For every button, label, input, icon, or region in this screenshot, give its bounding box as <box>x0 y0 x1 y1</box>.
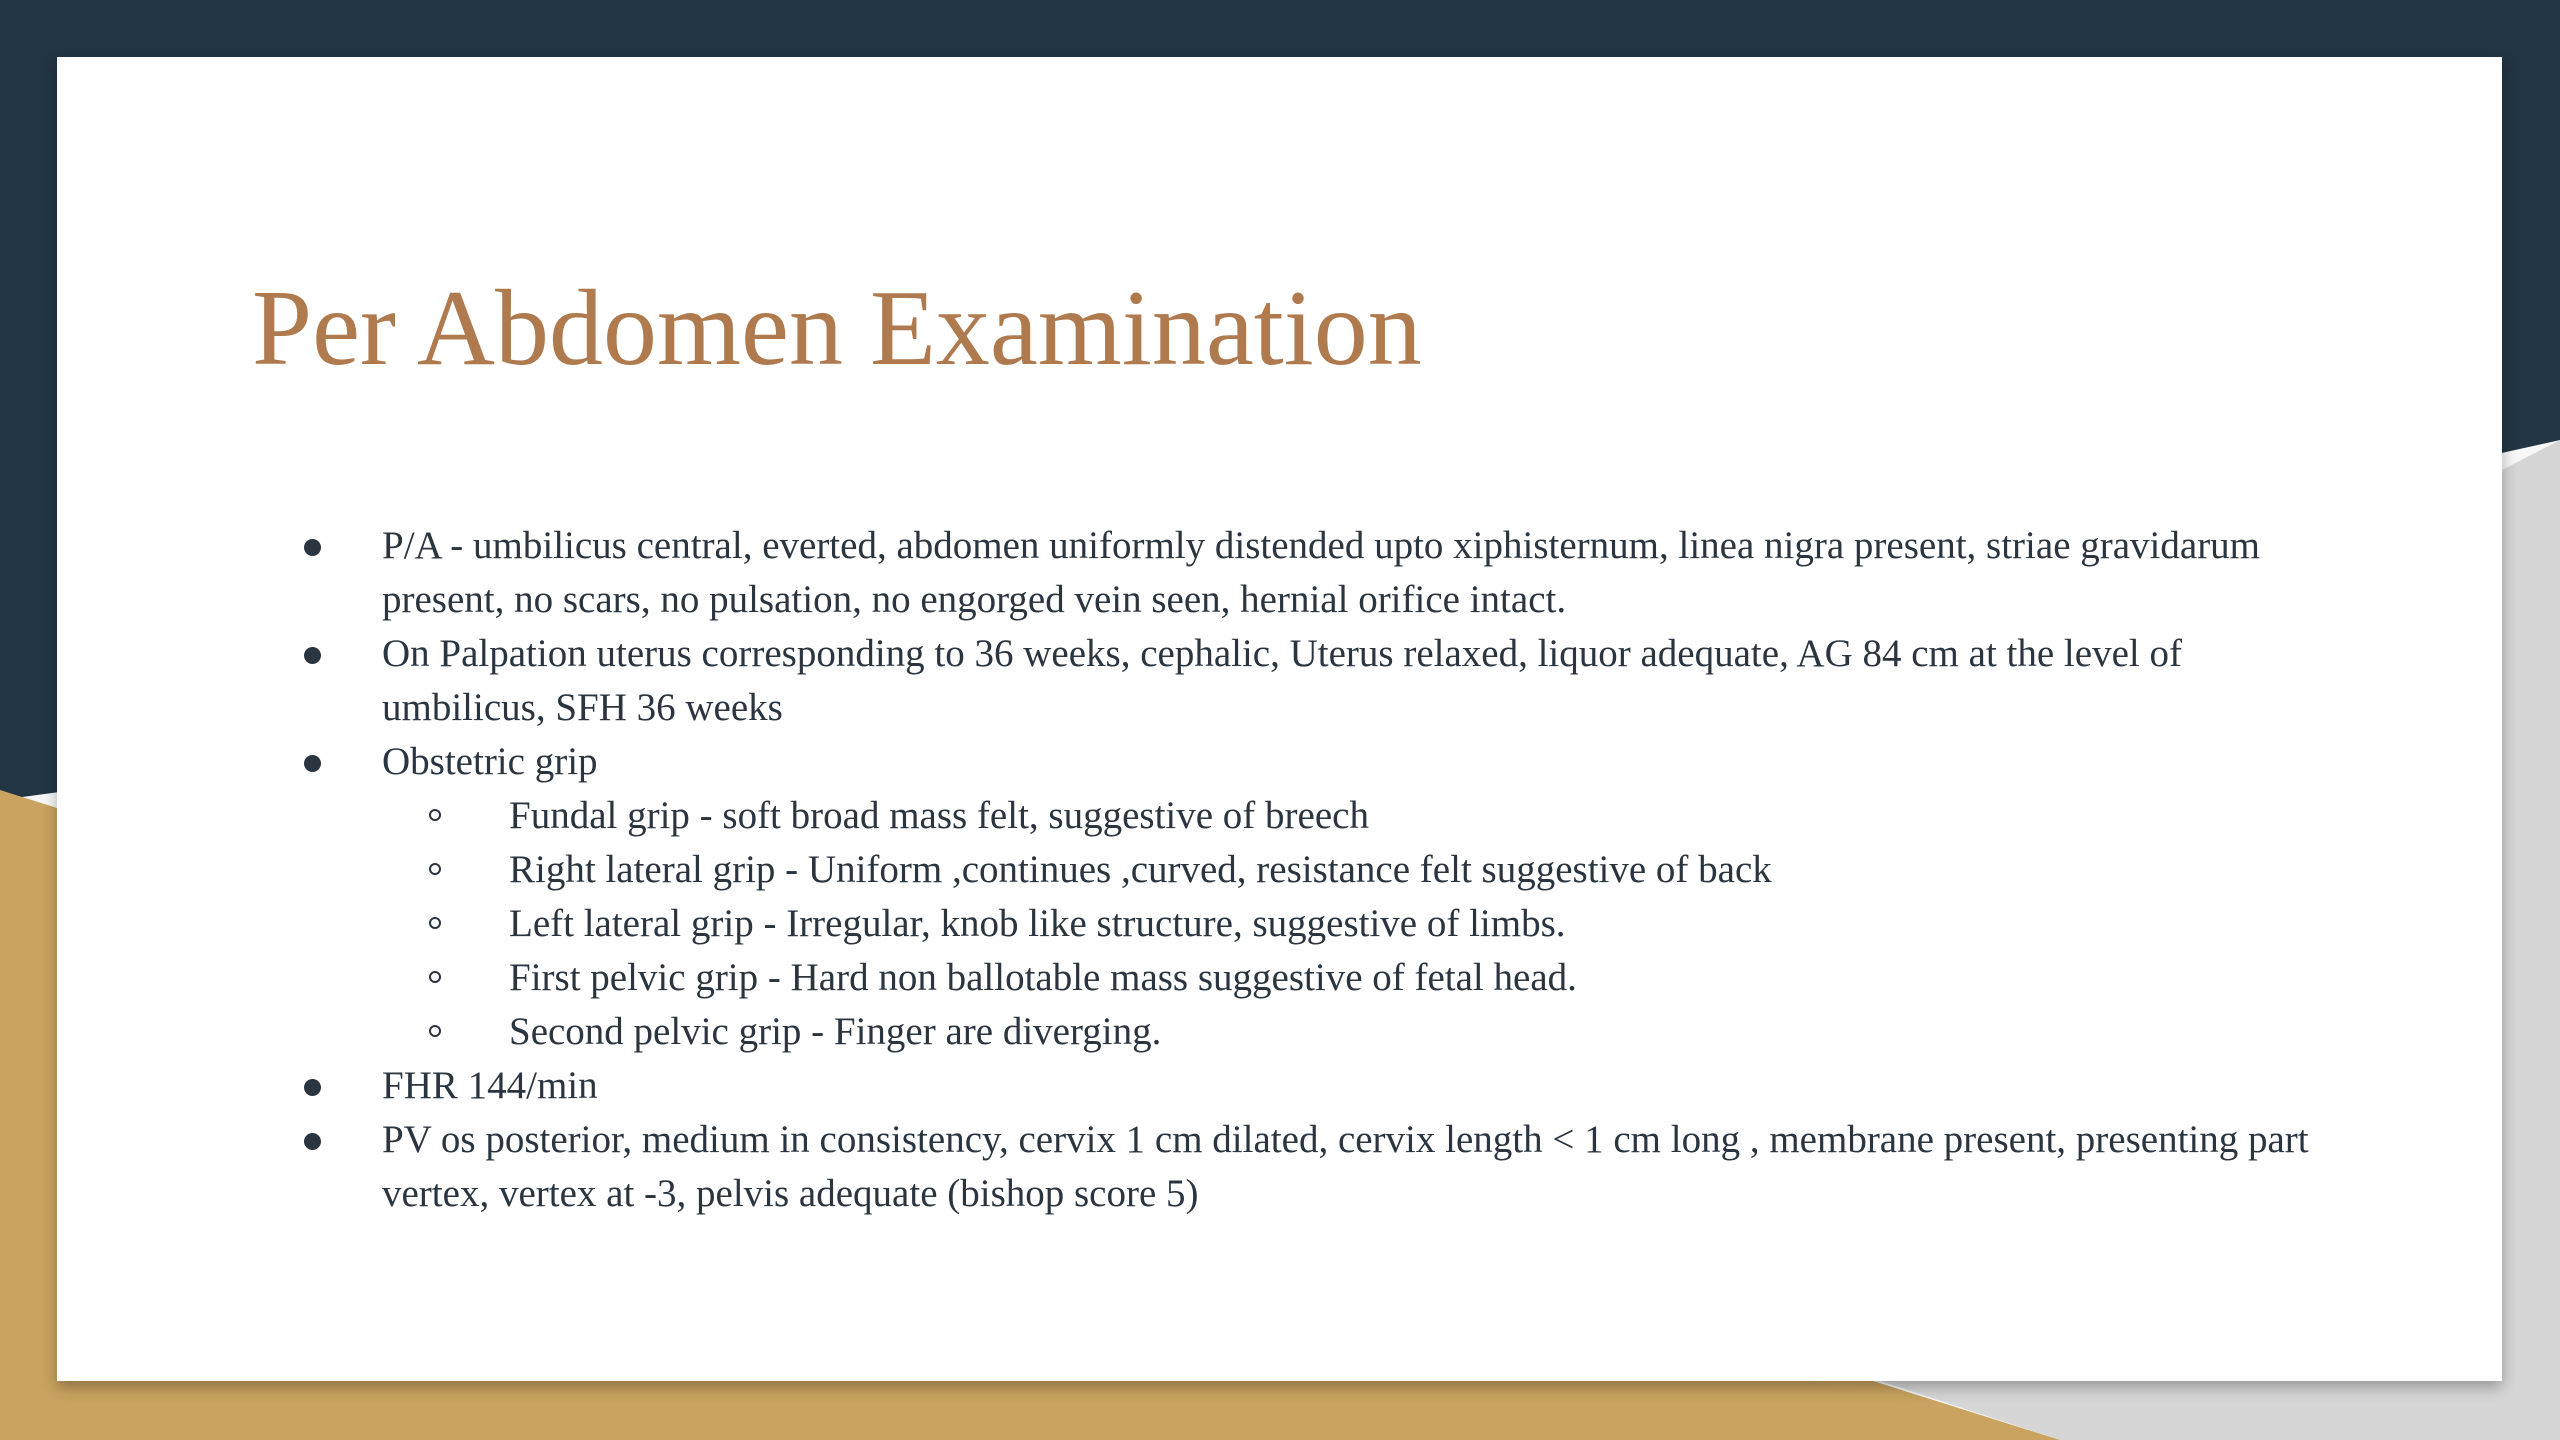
sub-bullet-icon <box>429 971 441 983</box>
grip-list <box>382 789 2332 1059</box>
grip-item-first-pelvic <box>382 951 2332 1005</box>
bullet-item-pv <box>252 1113 2332 1221</box>
grip-text: Right lateral grip - Uniform ,continues ,curved, resistance felt suggestive of back <box>509 848 1772 891</box>
bullet-icon <box>304 755 321 772</box>
sub-bullet-icon <box>429 863 441 875</box>
bullet-text: P/A - umbilicus central, everted, abdomen uniformly distended upto xiphisternum, linea nigra present, striae gravidarum present, no scars, no pulsation, no engorged vein seen, hernial orifice intact. <box>382 524 2261 621</box>
bullet-item-obstetric-grip <box>252 735 2332 789</box>
bullet-icon <box>304 1133 321 1150</box>
sub-bullet-icon <box>429 917 441 929</box>
bullet-text: FHR 144/min <box>382 1064 598 1107</box>
bullet-icon <box>304 647 321 664</box>
bullet-item-palpation <box>252 627 2332 735</box>
grip-item-left-lateral <box>382 897 2332 951</box>
bullet-text: On Palpation uterus corresponding to 36 weeks, cephalic, Uterus relaxed, liquor adequate, AG 84 cm at the level of umbilicus, SFH 36 weeks <box>382 632 2182 729</box>
bullet-text: PV os posterior, medium in consistency, cervix 1 cm dilated, cervix length < 1 cm long , membrane present, presenting part vertex, vertex at -3, pelvis adequate (bishop score 5) <box>382 1118 2309 1215</box>
grip-text: Second pelvic grip - Finger are diverging. <box>509 1010 1162 1053</box>
bullet-list-continued <box>252 1059 2332 1221</box>
grip-item-second-pelvic <box>382 1005 2332 1059</box>
grip-item-fundal <box>382 789 2332 843</box>
bullet-text: Obstetric grip <box>382 740 598 783</box>
sub-bullet-icon <box>429 809 441 821</box>
bullet-item-fhr <box>252 1059 2332 1113</box>
sub-bullet-icon <box>429 1025 441 1037</box>
slide-title: Per Abdomen Examination <box>252 269 1422 388</box>
grip-text: Fundal grip - soft broad mass felt, suggestive of breech <box>509 794 1369 837</box>
grip-text: Left lateral grip - Irregular, knob like structure, suggestive of limbs. <box>509 902 1566 945</box>
gold-strip <box>0 1381 2060 1440</box>
bullet-icon <box>304 539 321 556</box>
slide-card <box>57 57 2502 1381</box>
bullet-icon <box>304 1079 321 1096</box>
grip-block <box>252 789 2332 1059</box>
bullet-item-pa <box>252 519 2332 627</box>
grip-item-right-lateral <box>382 843 2332 897</box>
bullet-list <box>252 519 2332 789</box>
slide-content <box>252 519 2332 1221</box>
grip-text: First pelvic grip - Hard non ballotable mass suggestive of fetal head. <box>509 956 1577 999</box>
